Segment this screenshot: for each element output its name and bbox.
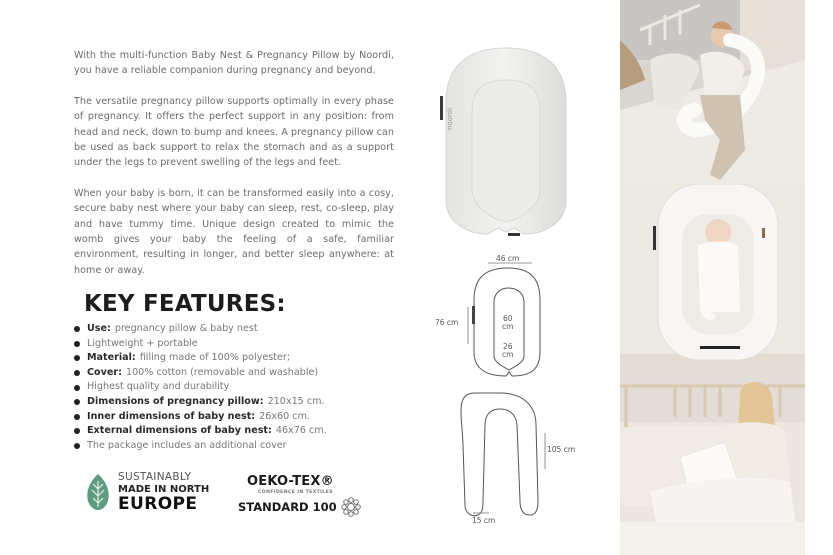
photo-pregnant-woman [620,0,805,184]
intro-paragraph: With the multi-function Baby Nest & Pregnancy Pillow by Noordi, you have a reliable companion during pregnancy and beyond. [74,50,394,77]
feature-label: External dimensions of baby nest: [87,425,272,437]
oeko-tex-subtitle: CONFIDENCE IN TEXTILES [258,490,333,495]
feature-value: 26x60 cm. [259,410,310,422]
bullet-icon [74,385,80,391]
bullet-icon [74,414,80,420]
feature-value: Highest quality and durability [87,381,230,393]
nest-height-label: 76 cm [435,318,459,327]
bullet-icon [74,399,80,405]
feature-label: Use: [87,323,111,334]
feature-label: Cover: [87,366,122,378]
feature-value: 46x76 cm. [275,425,327,437]
feature-value: 100% cotton (removable and washable) [125,366,319,378]
feature-value: filling made of 100% polyester; [139,352,291,364]
badge-line-3: EUROPE [118,493,198,514]
pillow-length-label: 105 cm [547,445,576,454]
leaf-icon [86,473,110,511]
photo-column [620,0,805,555]
brand-mark: noordi [446,107,454,130]
intro-paragraph: The versatile pregnancy pillow supports optimally in every phase of pregnancy. It offers the perfect support in any position: from head and neck, down to bump and knees. A pregnancy pillow can be used as back support to relax the stomach and as a support under the legs to prevent swelling of the legs and feet. [74,95,394,169]
feature-item [74,351,327,366]
nest-inner-height-value: 60 [503,314,513,323]
oeko-tex-badge [238,474,362,518]
intro-text [74,48,394,293]
pillow-dimension-diagram [440,385,580,529]
feature-label: Inner dimensions of baby nest: [87,410,256,422]
bullet-icon [74,370,80,376]
feature-item [74,337,327,352]
photo-reading-woman [620,372,805,555]
feature-item [74,322,327,337]
feature-value: The package includes an additional cover [87,439,287,451]
intro-paragraph: When your baby is born, it can be transformed easily into a cosy, secure baby nest where your baby can sleep, rest, co-sleep, play and have tummy time. Unique design created to mimic the womb gives your baby the feeling of a safe, familiar environment, resulting in longer, and better sleep anywhere: at home or away. [74,187,394,276]
nest-width-label: 46 cm [496,254,520,263]
bullet-icon [74,443,80,449]
feature-item [74,424,327,439]
key-features-list [74,322,327,453]
badge-line-1: SUSTAINABLY [118,471,192,483]
nest-dimension-diagram [430,252,550,391]
bullet-icon [74,428,80,434]
oeko-flower-icon [340,496,362,518]
feature-item [74,380,327,395]
feature-label: Material: [87,352,136,364]
sustainability-badge [86,472,209,513]
oeko-tex-standard: STANDARD 100 [238,500,337,514]
feature-value: pregnancy pillow & baby nest [114,323,258,334]
pillow-width-label: 15 cm [472,516,496,525]
nest-inner-width-value: 26 [503,342,513,351]
feature-label: Dimensions of pregnancy pillow: [87,395,264,407]
product-photo-nest [436,40,576,244]
feature-item [74,395,327,410]
badge-line-2: MADE IN NORTH [118,483,210,495]
feature-value: Lightweight + portable [87,337,198,349]
photo-baby-nest [620,184,805,372]
feature-item [74,366,327,381]
bullet-icon [74,355,80,361]
nest-inner-width-unit: cm [502,350,514,359]
feature-item [74,410,327,425]
nest-inner-height-unit: cm [502,322,514,331]
bullet-icon [74,326,80,332]
bullet-icon [74,341,80,347]
key-features-title: KEY FEATURES: [84,291,286,317]
feature-value: 210x15 cm. [267,395,325,407]
oeko-tex-title: OEKO-TEX® [247,474,334,489]
feature-item [74,439,327,454]
